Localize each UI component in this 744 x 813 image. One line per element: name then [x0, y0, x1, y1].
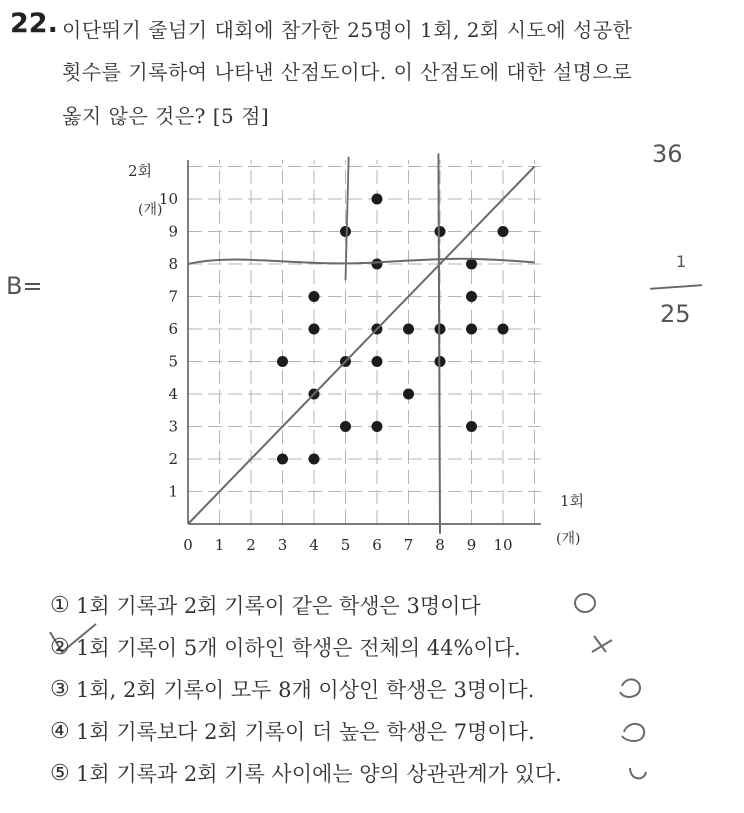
choice-5-circle-mark [630, 768, 646, 778]
choice-2-text: 1회 기록이 5개 이하인 학생은 전체의 44%이다. [76, 636, 521, 660]
data-point-6 [309, 291, 320, 302]
data-point-24 [498, 324, 509, 335]
diagonal-pencil-line [188, 167, 535, 525]
y-tick-label-10: 10 [158, 190, 178, 208]
handwritten-fraction-numerator: 1 [676, 252, 687, 271]
y-unit-bottom: (개) [138, 202, 163, 218]
question-line-1: 이단뛰기 줄넘기 대회에 참가한 25명이 1회, 2회 시도에 성공한 [62, 18, 633, 42]
question-line-3: 옳지 않은 것은? [5 점] [62, 104, 270, 128]
y-tick-label-8: 8 [168, 255, 178, 273]
x-tick-label-10: 10 [493, 536, 513, 554]
choice-2-mark: ② [50, 634, 70, 660]
choice-4-text: 1회 기록보다 2회 기록이 더 높은 학생은 7명이다. [76, 720, 535, 744]
choice-1-circle-mark [575, 594, 595, 612]
choice-5[interactable] [50, 758, 562, 788]
choice-4-circle-mark [622, 724, 644, 741]
data-point-3 [309, 454, 320, 465]
data-point-2 [277, 356, 288, 367]
y-tick-label-7: 7 [168, 287, 178, 306]
data-point-15 [403, 389, 414, 400]
data-point-21 [466, 324, 477, 335]
data-point-9 [340, 226, 351, 237]
choice-2[interactable] [50, 632, 521, 662]
x-tick-label-2: 2 [246, 536, 256, 554]
data-point-10 [372, 421, 383, 432]
x-tick-label-8: 8 [435, 536, 445, 554]
y-tick-label-9: 9 [168, 222, 178, 241]
x-tick-label-5: 5 [340, 536, 351, 554]
data-point-7 [340, 421, 351, 432]
choice-1-mark: ① [50, 592, 70, 618]
y-tick-label-5: 5 [168, 352, 178, 371]
x-unit-bottom: (개) [556, 531, 581, 547]
choice-5-text: 1회 기록과 2회 기록 사이에는 양의 상관관계가 있다. [76, 762, 562, 786]
x-tick-label-0: 0 [183, 536, 193, 554]
data-point-11 [372, 356, 383, 367]
choice-3-text: 1회, 2회 기록이 모두 8개 이상인 학생은 3명이다. [76, 678, 535, 702]
data-point-20 [466, 421, 477, 432]
data-point-23 [466, 259, 477, 270]
handwritten-note-left: B= [6, 272, 43, 300]
y-tick-label-1: 1 [168, 482, 178, 501]
choice-3[interactable] [50, 674, 534, 704]
y-tick-label-6: 6 [168, 320, 178, 338]
data-point-19 [435, 226, 446, 237]
data-point-22 [466, 291, 477, 302]
choice-4[interactable] [50, 716, 535, 746]
x-tick-label-6: 6 [372, 536, 382, 554]
choice-2-x-mark [592, 636, 612, 652]
handwritten-note-right: 36 [652, 140, 683, 168]
data-point-16 [403, 324, 414, 335]
data-point-5 [309, 324, 320, 335]
x-tick-label-4: 4 [309, 536, 319, 554]
x-tick-label-9: 9 [466, 536, 477, 554]
choice-5-mark: ⑤ [50, 760, 70, 786]
y-unit-top: 2회 [128, 162, 153, 180]
question-line-2: 횟수를 기록하여 나타낸 산점도이다. 이 산점도에 대한 설명으로 [62, 60, 633, 84]
x-tick-label-3: 3 [277, 536, 288, 554]
data-point-13 [372, 259, 383, 270]
choice-4-mark: ④ [50, 718, 70, 744]
x-tick-label-1: 1 [214, 536, 225, 554]
x-tick-label-7: 7 [403, 536, 414, 554]
choice-1[interactable] [50, 590, 481, 620]
choice-1-text: 1회 기록과 2회 기록이 같은 학생은 3명이다 [76, 594, 481, 618]
question-number: 22. [10, 8, 58, 39]
data-point-1 [277, 454, 288, 465]
handwritten-fraction-denominator: 25 [660, 300, 691, 328]
data-point-14 [372, 194, 383, 205]
horizontal-pencil-line [188, 259, 535, 264]
y-tick-label-3: 3 [168, 417, 178, 436]
y-tick-label-4: 4 [168, 385, 178, 403]
choice-3-circle-mark [620, 679, 640, 697]
y-tick-label-2: 2 [168, 450, 178, 468]
x-unit-top: 1회 [560, 492, 585, 510]
choice-3-mark: ③ [50, 676, 70, 702]
data-point-25 [498, 226, 509, 237]
